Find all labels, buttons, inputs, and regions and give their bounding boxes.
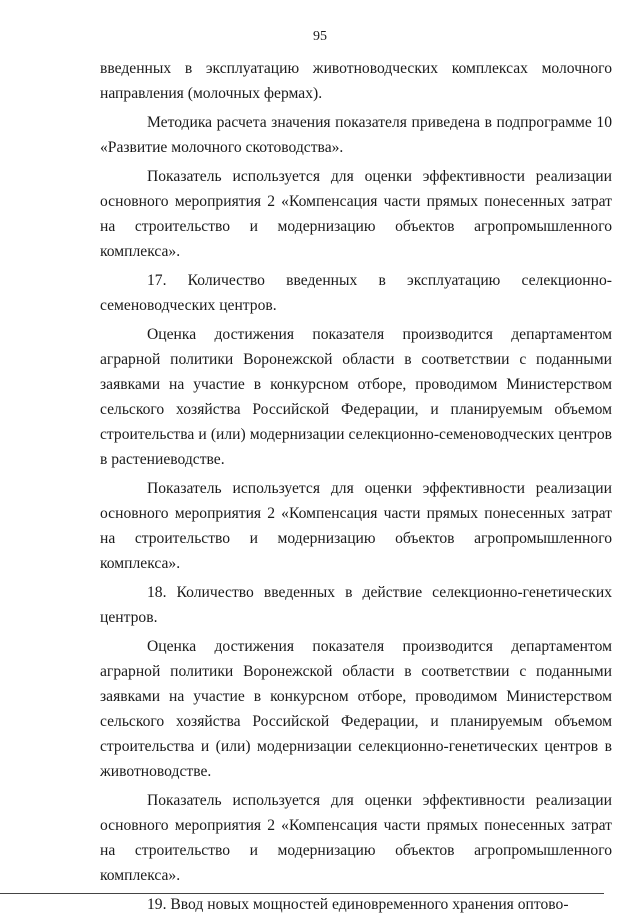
paragraph-item-18: 18. Количество введенных в действие селекционно-генетических центров. — [100, 584, 612, 626]
paragraph-item-17: 17. Количество введенных в эксплуатацию селекционно-семеноводческих центров. — [100, 272, 612, 314]
paragraph-assessment: Оценка достижения показателя производится департаментом аграрной политики Воронежской области в соответствии с поданными заявками на участие в конкурсном отборе, проводимом Министерством сельского хозяйства Российской Федерации, и планируемым объемом строительства и (или) модернизации селекционно-семеноводческих центров в растениеводстве. — [100, 326, 612, 468]
paragraph-assessment: Оценка достижения показателя производится департаментом аграрной политики Воронежской области в соответствии с поданными заявками на участие в конкурсном отборе, проводимом Министерством сельского хозяйства Российской Федерации, и планируемым объемом строительства и (или) модернизации селекционно-генетических центров в животноводстве. — [100, 638, 612, 780]
footer-divider — [0, 893, 604, 894]
paragraph-indicator-usage: Показатель используется для оценки эффективности реализации основного мероприятия 2 «Компенсация части прямых понесенных затрат на строительство и модернизацию объектов агропромышленного комплекса». — [100, 168, 612, 260]
paragraph-item-19: 19. Ввод новых мощностей единовременного хранения оптово- — [147, 896, 569, 913]
paragraph-indicator-usage: Показатель используется для оценки эффективности реализации основного мероприятия 2 «Компенсация части прямых понесенных затрат на строительство и модернизацию объектов агропромышленного комплекса». — [100, 480, 612, 572]
body-text — [100, 56, 612, 917]
paragraph-indicator-usage: Показатель используется для оценки эффективности реализации основного мероприятия 2 «Компенсация части прямых понесенных затрат на строительство и модернизацию объектов агропромышленного комплекса». — [100, 792, 612, 884]
paragraph-methodology: Методика расчета значения показателя приведена в подпрограмме 10 «Развитие молочного скотоводства». — [100, 114, 612, 156]
page-number: 95 — [313, 29, 327, 44]
paragraph-continuation: введенных в эксплуатацию животноводческих комплексах молочного направления (молочных фермах). — [100, 60, 612, 102]
